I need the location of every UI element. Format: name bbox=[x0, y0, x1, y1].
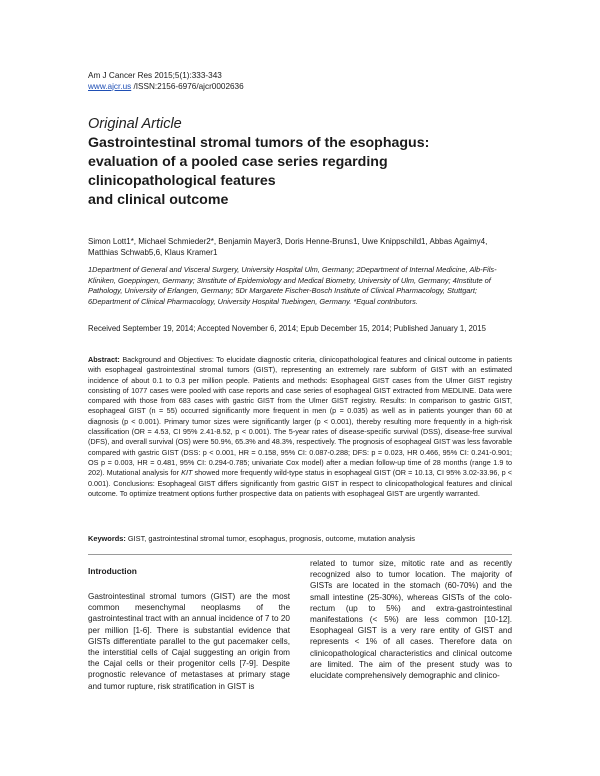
title-line: clinicopathological features bbox=[88, 173, 276, 189]
abstract-text-continued: showed more frequently wild-type status in esophageal GIST (OR = 10.13, CI 95% 3.02-33.96, p < 0.001). Conclusions: Esophageal GIST differs significantly from gastric GIST in respect to clinicopathological features and clinical outcome. To optimize treatment options further prospective data on patients with esophageal GIST are urgently warranted. bbox=[88, 468, 512, 498]
keywords-label: Keywords: bbox=[88, 534, 126, 543]
introduction-column-right: related to tumor size, mitotic rate and as recently recognized also to tumor location. The majority of GISTs are located in the stomach (60-70%) and the small intestine (25-30%), whereas GISTs of the colo-rectum (up to 5%) and extra-gastrointestinal manifestations (< 5%) are less common [10-12]. Esophageal GIST is a very rare entity of GIST and represents < 1% of all cases. Therefore data on clinicopathological characteristics and clinical outcome are limited. The aim of the present study was to elucidate comprehensively demographic and clinico- bbox=[310, 559, 512, 681]
title-line: evaluation of a pooled case series regarding bbox=[88, 154, 388, 170]
article-type-label: Original Article bbox=[88, 116, 182, 132]
article-title bbox=[88, 134, 508, 210]
affiliations: 1Department of General and Visceral Surgery, University Hospital Ulm, Germany; 2Department of Internal Medicine, Alb-Fils-Kliniken, Goeppingen, Germany; 3Institute of Epidemiology and Medical Biometry, University of Ulm, Germany; 4Institute of Pathology, University of Erlangen, Germany; 5Dr Margarete Fischer-Bosch Institute of Clinical Pharmacology, Stuttgart; 6Department of Clinical Pharmacology, University Hospital Tuebingen, Germany. *Equal contributors. bbox=[88, 265, 497, 306]
keywords bbox=[88, 534, 512, 544]
section-divider bbox=[88, 554, 512, 555]
abstract-gene-name: KIT bbox=[181, 468, 193, 478]
journal-citation: Am J Cancer Res 2015;5(1):333-343 bbox=[88, 71, 222, 80]
journal-url-line bbox=[88, 82, 244, 93]
introduction-heading: Introduction bbox=[88, 566, 137, 576]
publication-dates: Received September 19, 2014; Accepted November 6, 2014; Epub December 15, 2014; Published January 1, 2015 bbox=[88, 324, 486, 333]
keywords-text: GIST, gastrointestinal stromal tumor, esophagus, prognosis, outcome, mutation analysis bbox=[125, 534, 415, 543]
journal-url-link[interactable]: www.ajcr.us bbox=[88, 81, 132, 91]
title-line: Gastrointestinal stromal tumors of the esophagus: bbox=[88, 135, 430, 151]
abstract-text: Background and Objectives: To elucidate diagnostic criteria, clinicopathological features and clinical outcome in patients with esophageal gastrointestinal stromal tumors (GIST), representing an extremely rare subform of GIST with an estimated incidence of about 0.1 to 0.3 per million people. Patients and methods: Esophageal GIST cases from the Ulmer GIST registry consisting of 1077 cases were pooled with case reports and case series of esophageal GIST extracted from MEDLINE. Data were compared with those from 683 cases with gastric GIST from the Ulmer GIST registry. Results: In comparison to gastric GIST, esophageal GIST (n = 55) occurred significantly more frequent in men (p = 0.035) as well as in patients younger than 60 at diagnosis (p < 0.001). Primary tumor sizes were significantly larger (p < 0.001), thereby resulting more frequently in a high-risk classification (OR = 4.53, CI 95% 2.41-8.52, p < 0.001). The 5-year rates of disease-specific survival (DSS), disease-free survival (DFS), and overall survival (OS) were 50.9%, 65.3% and 48.3%, respectively. The prognosis of esophageal GIST was less favorable compared with gastric GIST (DSS: p < 0.001, HR = 0.158, 95% CI: 0.087-0.288; DFS: p = 0.023, HR 0.466, 95% CI: 0.241-0.901; OS p = 0.003, HR = 0.481, 95% CI: 0.294-0.785; univariate Cox model) after a median follow-up time of 28 months (range 1.9 to 202). Mutational analysis for bbox=[88, 355, 512, 478]
title-line: and clinical outcome bbox=[88, 192, 229, 208]
abstract bbox=[88, 355, 512, 499]
journal-header bbox=[88, 71, 244, 92]
journal-issn: /ISSN:2156-6976/ajcr0002636 bbox=[131, 81, 244, 91]
abstract-label: Abstract: bbox=[88, 355, 120, 364]
introduction-column-left: Gastrointestinal stromal tumors (GIST) are the most common mesenchymal neoplasms of the gastrointestinal tract with an annual incidence of 7 to 20 per million [1-6]. There is substantial evidence that GISTs differentiate parallel to the gut pacemaker cells, the interstitial cells of Cajal suggesting an origin from the Cajal cells or their progenitor cells [7-9]. Despite prognostic relevance of metastases at primary stage and tumor rupture, risk stratification in GIST is bbox=[88, 592, 290, 691]
author-list: Simon Lott1*, Michael Schmieder2*, Benjamin Mayer3, Doris Henne-Bruns1, Uwe Knippschild1, Abbas Agaimy4, Matthias Schwab5,6, Klaus Kramer1 bbox=[88, 237, 488, 258]
